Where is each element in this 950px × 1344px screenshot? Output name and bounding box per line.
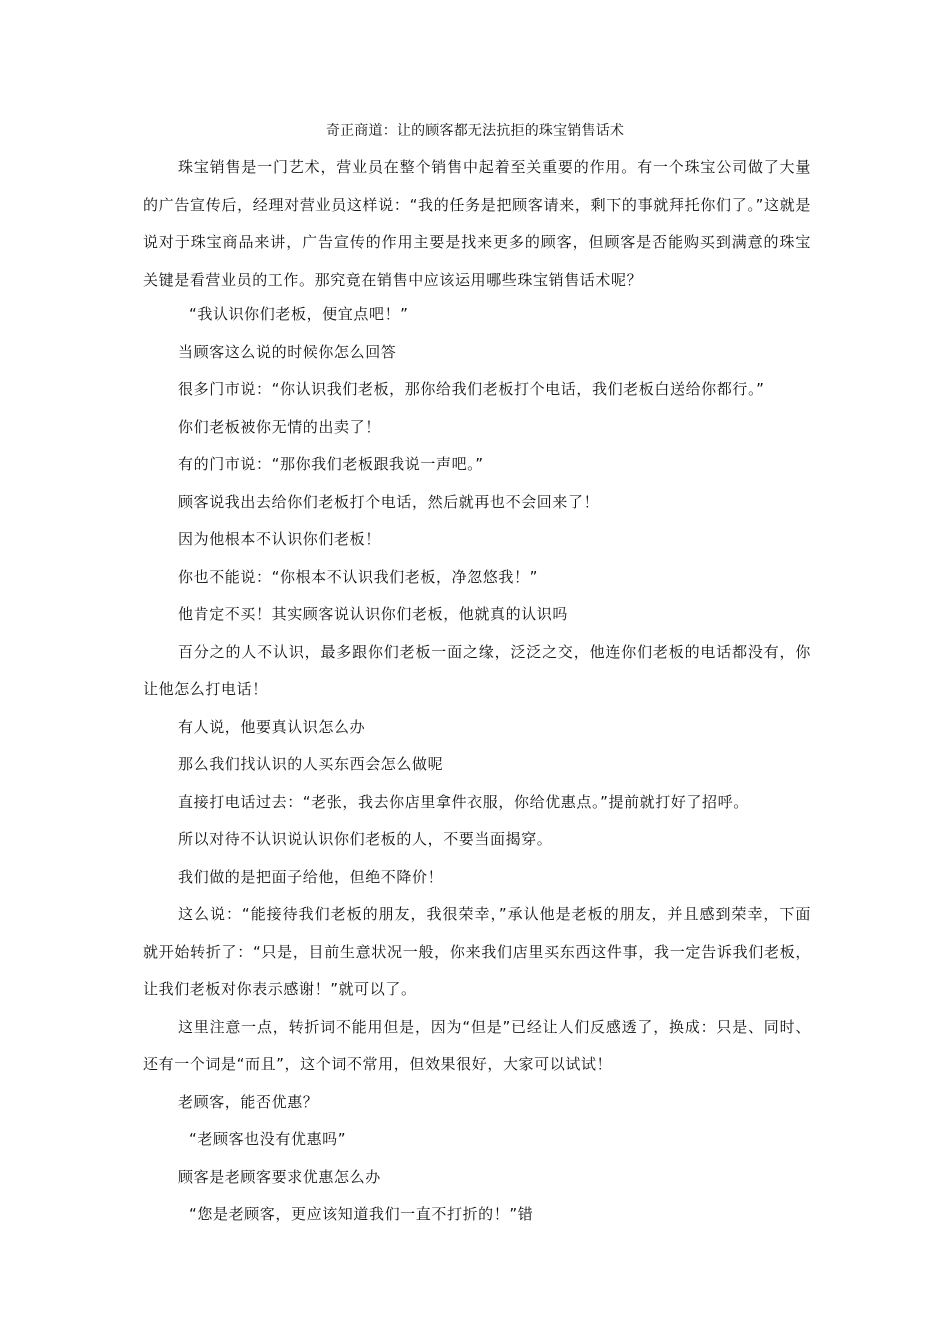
paragraph: 他肯定不买！其实顾客说认识你们老板，他就真的认识吗: [178, 605, 569, 623]
paragraph: 顾客是老顾客要求优惠怎么办: [178, 1167, 381, 1186]
paragraph-intro: 珠宝销售是一门艺术，营业员在整个销售中起着至关重要的作用。有一个珠宝公司做了大量的广告宣传后，经理对营业员这样说：“我的任务是把顾客请来，剩下的事就拜托你们了。”这就是说对于珠宝商品来讲，广告宣传的作用主要是找来更多的顾客，但顾客是否能购买到满意的珠宝关键是看营业员的工作。那究竟在销售中应该运用哪些珠宝销售话术呢？: [143, 158, 811, 289]
paragraph: 直接打电话过去：“老张，我去你店里拿件衣服，你给优惠点。”提前就打好了招呼。: [178, 792, 749, 811]
paragraph-quote-regular: “老顾客也没有优惠吗”: [189, 1130, 347, 1148]
paragraph: 所以对待不认识说认识你们老板的人，不要当面揭穿。: [178, 830, 553, 848]
document-title: 奇正商道：让的顾客都无法抗拒的珠宝销售话术: [325, 123, 625, 139]
paragraph: 百分之的人不认识，最多跟你们老板一面之缘，泛泛之交，他连你们老板的电话都没有，你让他怎么打电话！: [143, 642, 811, 698]
paragraph: 很多门市说：“你认识我们老板，那你给我们老板打个电话，我们老板白送给你都行。”: [178, 380, 765, 398]
paragraph: 因为他根本不认识你们老板！: [178, 530, 381, 548]
paragraph: 这么说：“能接待我们老板的朋友，我很荣幸，”承认他是老板的朋友，并且感到荣幸，下面就开始转折了：“只是，目前生意状况一般，你来我们店里买东西这件事，我一定告诉我们老板，让我们老板对你表示感谢！”就可以了。: [143, 905, 811, 998]
paragraph: 这里注意一点，转折词不能用但是，因为“但是”已经让人们反感透了，换成：只是、同时、还有一个词是“而且”，这个词不常用，但效果很好，大家可以试试！: [143, 1017, 811, 1073]
paragraph: 你也不能说：“你根本不认识我们老板，净忽悠我！”: [178, 567, 538, 586]
paragraph-quote-boss: “我认识你们老板，便宜点吧！”: [189, 305, 409, 323]
paragraph: 有的门市说：“那你我们老板跟我说一声吧。”: [178, 455, 484, 473]
paragraph: 有人说，他要真认识怎么办: [178, 717, 366, 736]
paragraph: 我们做的是把面子给他，但绝不降价！: [178, 867, 444, 886]
paragraph: 你们老板被你无情的出卖了！: [178, 417, 381, 436]
paragraph-block-2: [143, 296, 811, 1234]
paragraph: 顾客说我出去给你们老板打个电话，然后就再也不会回来了！: [178, 492, 600, 511]
paragraph: 老顾客，能否优惠？: [178, 1092, 319, 1111]
paragraph: 那么我们找认识的人买东西会怎么做呢: [178, 755, 444, 773]
paragraph-quote-final: “您是老顾客，更应该知道我们一直不打折的！”错: [189, 1205, 534, 1223]
paragraph: 当顾客这么说的时候你怎么回答: [178, 342, 397, 361]
paragraph-block-1: [143, 149, 811, 299]
